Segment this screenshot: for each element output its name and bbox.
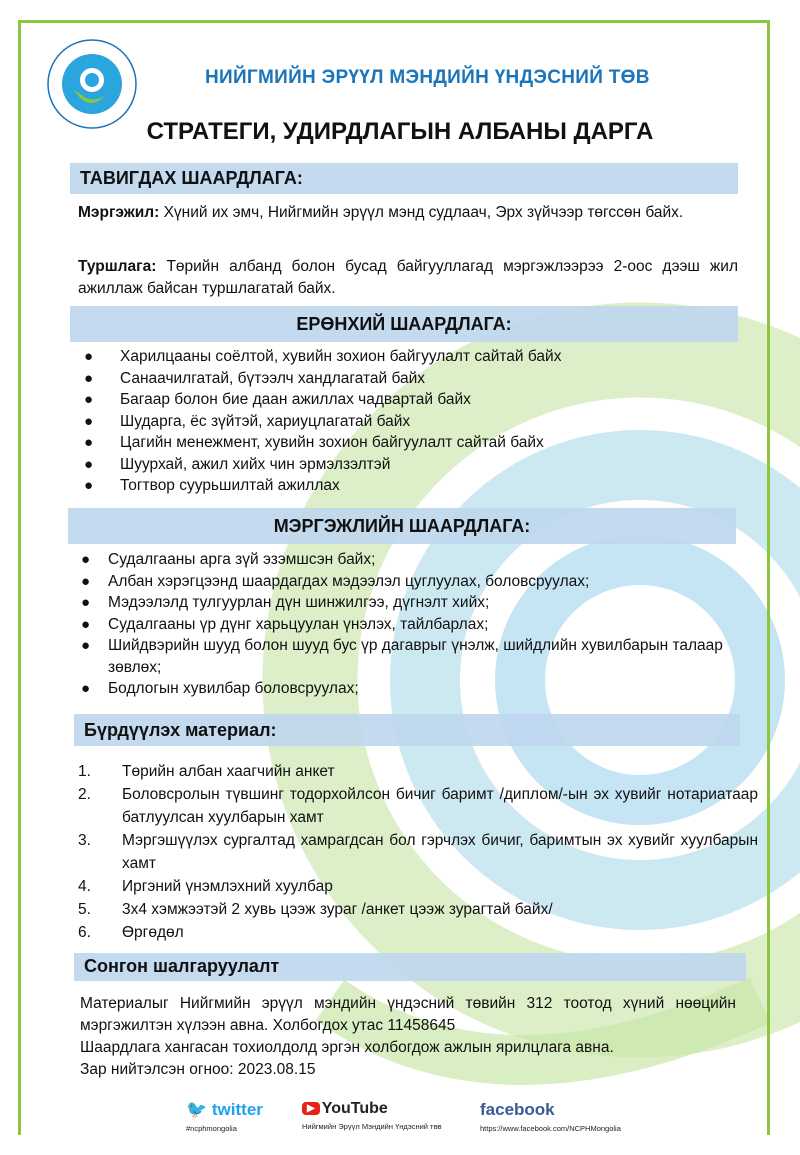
twitter-link[interactable]: [186, 1100, 263, 1133]
experience-text: Төрийн албанд болон бусад байгууллагад мэргэжлээрээ 2-оос дээш жил ажиллаж байсан туршлагатай байх.: [78, 258, 738, 297]
experience-paragraph: [78, 256, 738, 300]
materials-heading-band: [74, 714, 740, 746]
list-item: 6. Өргөдөл: [78, 924, 184, 941]
list-item: 3. Мэргэшүүлэх сургалтад хамрагдсан бол гэрчлэх бичиг, баримтын эх хувийг хуулбарын хамт: [78, 832, 758, 872]
selection-paragraph: [80, 993, 736, 1081]
list-item: 5. 3х4 хэмжээтэй 2 хувь цээж зураг /анкет цээж зурагтай байх/: [78, 901, 553, 918]
list-item: 1. Төрийн албан хаагчийн анкет: [78, 763, 335, 780]
list-item: ● Шийдвэрийн шууд болон шууд бус үр дагаврыг үнэлж, шийдлийн хувилбарын талаар зөвлөх;: [81, 637, 723, 676]
requirements-heading-band: [70, 163, 738, 194]
selection-heading: Сонгон шалгаруулалт: [84, 956, 280, 976]
general-heading-band: [70, 306, 738, 342]
list-item: ● Бодлогын хувилбар боловсруулах;: [81, 680, 359, 697]
profession-text: Хүний их эмч, Нийгмийн эрүүл мэнд судлаач, Эрх зүйчээр төгссөн байх.: [159, 204, 684, 221]
facebook-url: https://www.facebook.com/NCPHMongolia: [480, 1124, 621, 1133]
general-requirements-list: [84, 346, 740, 497]
twitter-logo: 🐦 twitter: [186, 1100, 263, 1119]
list-item: ● Судалгааны үр дүнг харьцуулан үнэлэх, тайлбарлах;: [81, 615, 489, 633]
profession-label: Мэргэжил:: [78, 204, 160, 221]
professional-requirements-list: [81, 549, 750, 700]
experience-label: Туршлага:: [78, 258, 157, 275]
selection-line-2: Шаардлага хангасан тохиолдолд эргэн холбогдож ажлын ярилцлага авна.: [80, 1039, 614, 1056]
twitter-handle: #ncphmongolia: [186, 1124, 237, 1133]
list-item: ● Тогтвор суурьшилтай ажиллах: [84, 477, 340, 494]
requirements-heading: ТАВИГДАХ ШААРДЛАГА:: [80, 168, 303, 188]
general-heading: ЕРӨНХИЙ ШААРДЛАГА:: [296, 314, 512, 334]
professional-heading: МЭРГЭЖЛИЙН ШААРДЛАГА:: [273, 516, 531, 536]
profession-paragraph: [78, 202, 738, 224]
ncph-logo: [46, 38, 138, 130]
list-item: ● Цагийн менежмент, хувийн зохион байгуулалт сайтай байх: [84, 434, 544, 451]
list-item: ● Харилцааны соёлтой, хувийн зохион байгуулалт сайтай байх: [84, 348, 562, 365]
list-item: ● Албан хэрэгцээнд шаардагдах мэдээлэл цуглуулах, боловсруулах;: [81, 572, 590, 590]
selection-heading-band: [74, 953, 746, 981]
list-item: 4. Иргэний үнэмлэхний хуулбар: [78, 878, 333, 895]
facebook-link[interactable]: [480, 1100, 621, 1133]
page-title: СТРАТЕГИ, УДИРДЛАГЫН АЛБАНЫ ДАРГА: [146, 118, 654, 145]
posting-date: Зар нийтэлсэн огноо: 2023.08.15: [80, 1061, 316, 1078]
organization-name: НИЙГМИЙН ЭРҮҮЛ МЭНДИЙН ҮНДЭСНИЙ ТӨВ: [205, 67, 650, 88]
list-item: ● Судалгааны арга зүй эзэмшсэн байх;: [81, 551, 376, 568]
materials-list: [78, 760, 758, 944]
youtube-channel: Нийгмийн Эрүүл Мэндийн Үндэсний төв: [302, 1122, 442, 1131]
selection-line-1: Материалыг Нийгмийн эрүүл мэндийн үндэсний төвийн 312 тоотод хүний нөөцийн мэргэжилтэн хүлээн авна. Холбогдох утас 11458645: [80, 995, 736, 1034]
play-icon: ▶: [302, 1102, 320, 1115]
youtube-logo: ▶ YouTube: [302, 1100, 442, 1118]
list-item: ● Шуурхай, ажил хийх чин эрмэлзэлтэй: [84, 455, 391, 473]
facebook-logo: facebook: [480, 1100, 555, 1119]
youtube-link[interactable]: [302, 1100, 442, 1131]
list-item: ● Мэдээлэлд тулгуурлан дүн шинжилгээ, дүгнэлт хийх;: [81, 594, 490, 611]
materials-heading: Бүрдүүлэх материал:: [84, 720, 277, 740]
list-item: ● Багаар болон бие даан ажиллах чадвартай байх: [84, 391, 471, 408]
list-item: ● Санаачилгатай, бүтээлч хандлагатай байх: [84, 369, 426, 387]
list-item: 2. Боловсролын түвшинг тодорхойлсон бичиг баримт /диплом/-ын эх хувийг нотариатаар батлуулсан хуулбарын хамт: [78, 786, 758, 826]
list-item: ● Шударга, ёс зүйтэй, хариуцлагатай байх: [84, 412, 411, 430]
professional-heading-band: [68, 508, 736, 544]
